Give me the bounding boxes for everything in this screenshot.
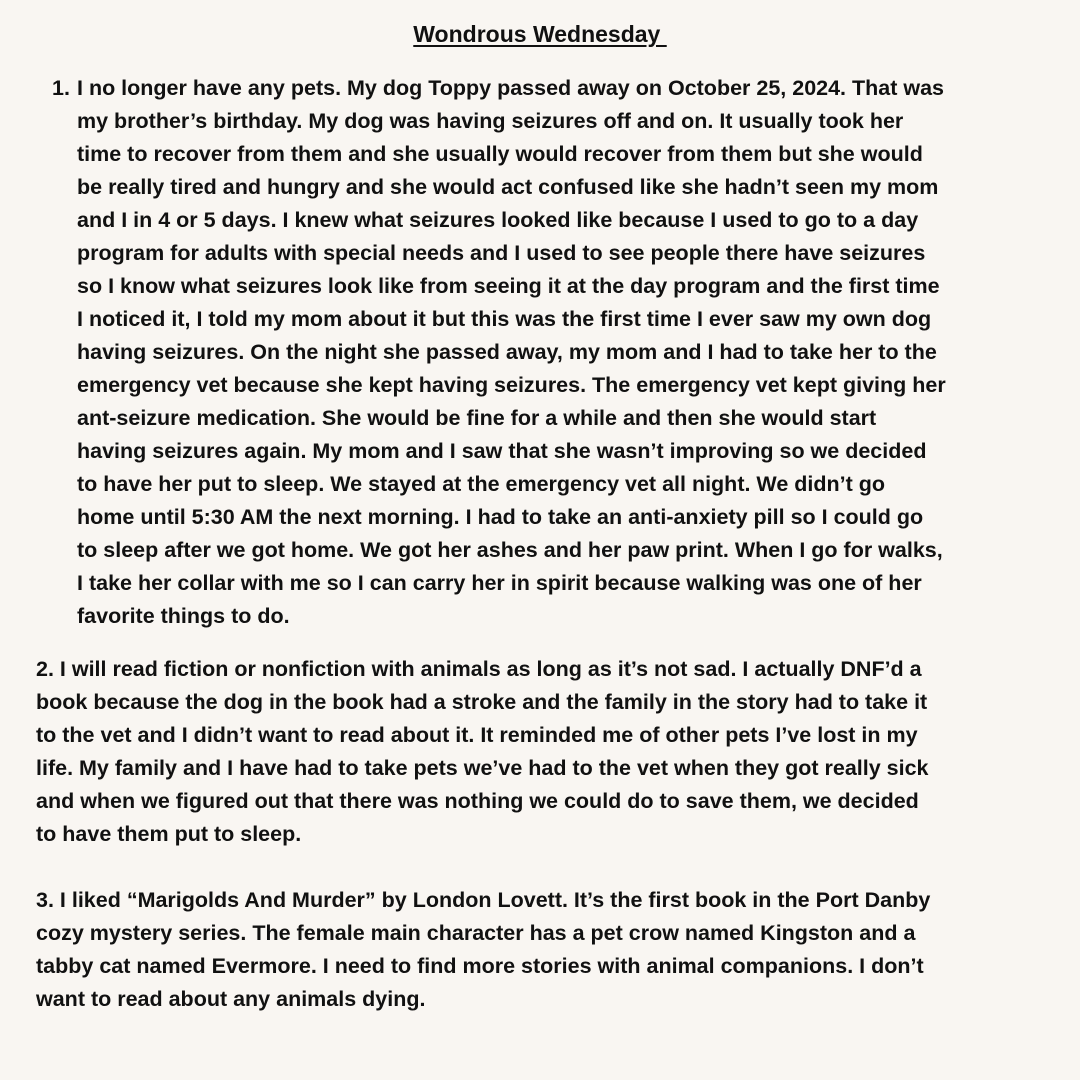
text-line: I take her collar with me so I can carry her in spirit because walking was one of her: [77, 571, 922, 595]
text-line: book because the dog in the book had a stroke and the family in the story had to take it: [36, 690, 928, 714]
text-line: want to read about any animals dying.: [36, 987, 426, 1011]
text-line: I noticed it, I told my mom about it but this was the first time I ever saw my own dog: [77, 307, 932, 331]
text-line: emergency vet because she kept having seizures. The emergency vet kept giving her: [77, 373, 946, 397]
list-item-number: 1.: [52, 76, 70, 100]
paragraph-two: [36, 653, 1056, 851]
text-line: to sleep after we got home. We got her ashes and her paw print. When I go for walks,: [77, 538, 943, 562]
text-line: tabby cat named Evermore. I need to find more stories with animal companions. I don’t: [36, 954, 924, 978]
text-line: my brother’s birthday. My dog was having seizures off and on. It usually took her: [77, 109, 904, 133]
text-line: home until 5:30 AM the next morning. I had to take an anti-anxiety pill so I could go: [77, 505, 924, 529]
text-line: time to recover from them and she usually would recover from them but she would: [77, 142, 923, 166]
text-line: 2. I will read fiction or nonfiction with animals as long as it’s not sad. I actually DNF’d a: [36, 657, 922, 681]
text-line: 3. I liked “Marigolds And Murder” by London Lovett. It’s the first book in the Port Danby: [36, 888, 931, 912]
text-line: favorite things to do.: [77, 604, 290, 628]
text-line: and when we figured out that there was nothing we could do to save them, we decided: [36, 789, 919, 813]
text-line: ant-seizure medication. She would be fine for a while and then she would start: [77, 406, 877, 430]
text-line: to have them put to sleep.: [36, 822, 302, 846]
text-line: program for adults with special needs and I used to see people there have seizures: [77, 241, 926, 265]
text-line: life. My family and I have had to take pets we’ve had to the vet when they got really sick: [36, 756, 929, 780]
page-title: Wondrous Wednesday: [413, 21, 667, 47]
text-line: and I in 4 or 5 days. I knew what seizures looked like because I used to go to a day: [77, 208, 919, 232]
text-line: to the vet and I didn’t want to read about it. It reminded me of other pets I’ve lost in my: [36, 723, 918, 747]
text-line: to have her put to sleep. We stayed at the emergency vet all night. We didn’t go: [77, 472, 886, 496]
text-line: having seizures again. My mom and I saw that she wasn’t improving so we decided: [77, 439, 927, 463]
text-line: be really tired and hungry and she would act confused like she hadn’t seen my mom: [77, 175, 939, 199]
text-line: I no longer have any pets. My dog Toppy passed away on October 25, 2024. That was: [77, 76, 945, 100]
text-line: cozy mystery series. The female main character has a pet crow named Kingston and a: [36, 921, 916, 945]
text-line: so I know what seizures look like from seeing it at the day program and the first time: [77, 274, 940, 298]
paragraph-three: [36, 884, 1056, 1016]
list-item-one: [52, 72, 1052, 633]
text-line: having seizures. On the night she passed away, my mom and I had to take her to the: [77, 340, 937, 364]
list-item-one-text: [77, 72, 1049, 633]
